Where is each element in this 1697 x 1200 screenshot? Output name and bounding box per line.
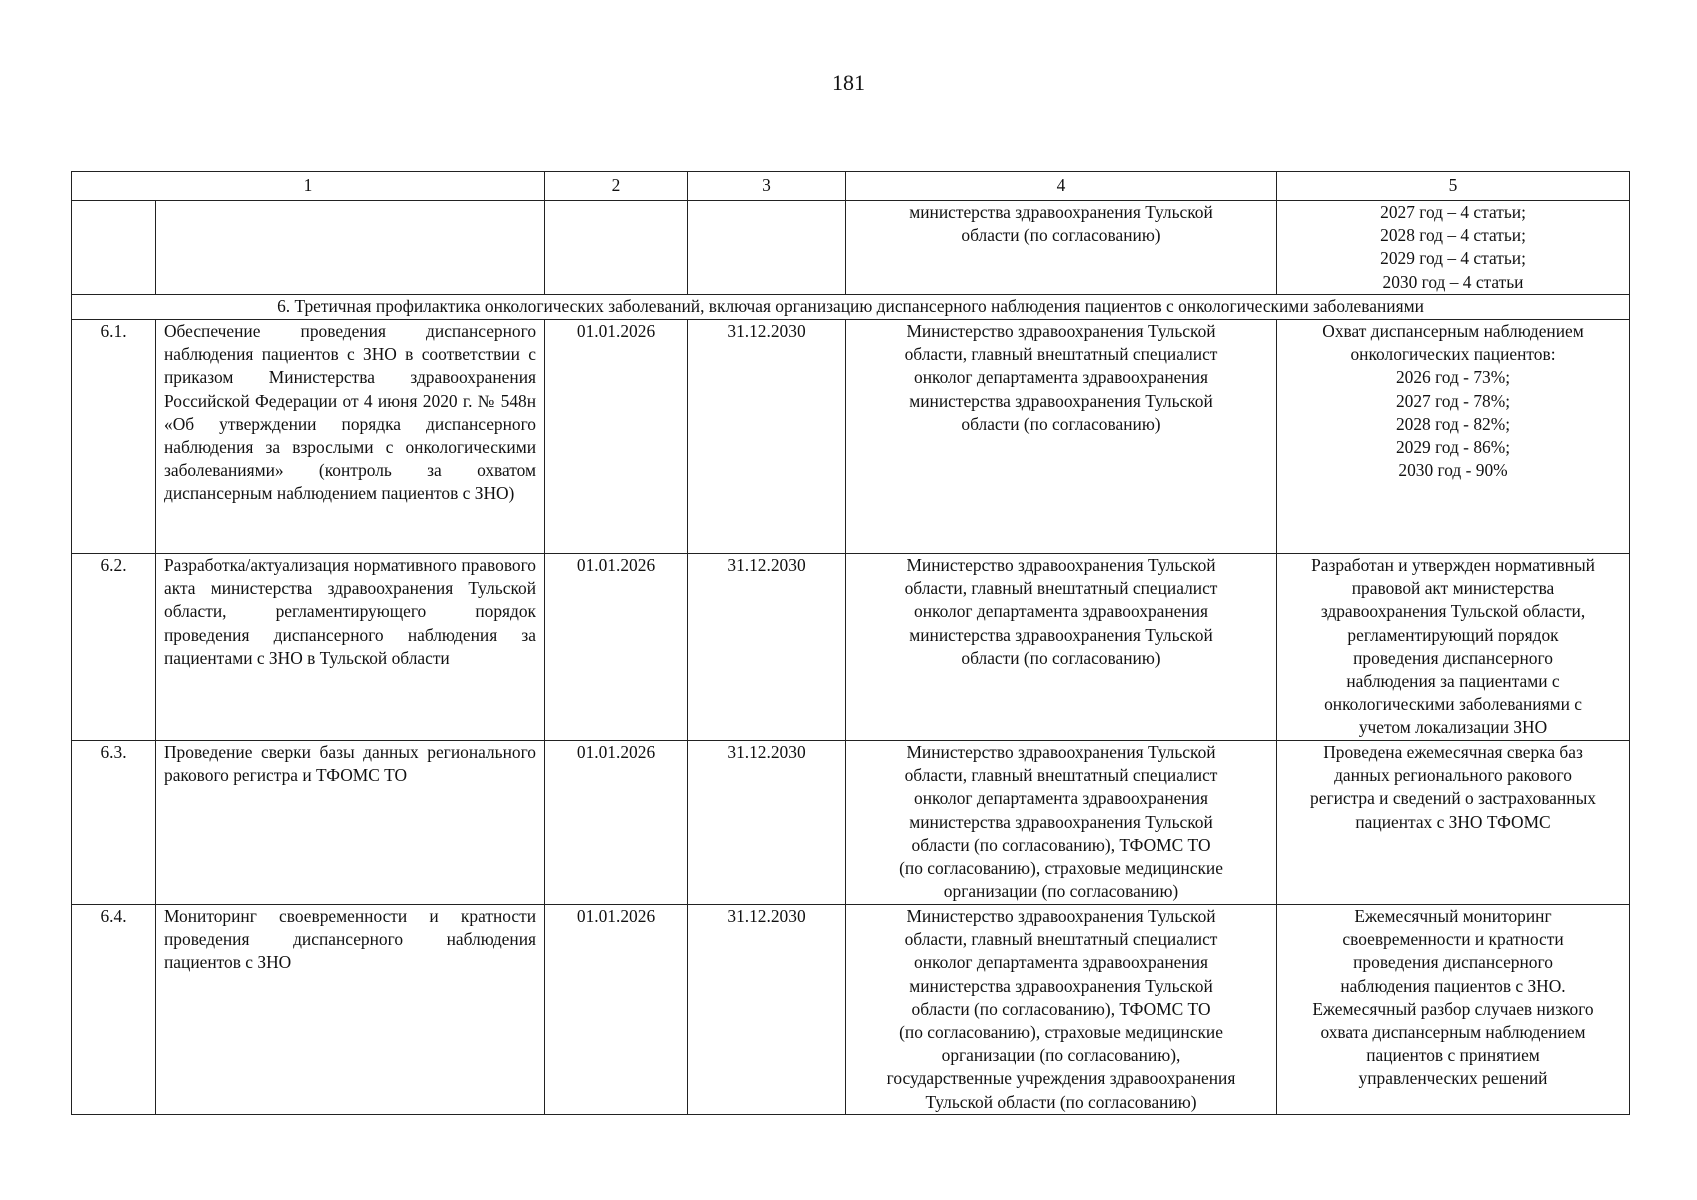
responsible-line: онколог департамента здравоохранения [914,601,1209,622]
cont-result-cell [1277,201,1630,295]
responsible-line: министерства здравоохранения Тульской [909,390,1213,411]
result-line: проведения диспансерного [1353,647,1553,668]
row-responsible [846,320,1277,554]
responsible-line: Министерство здравоохранения Тульской [906,555,1216,575]
row-result [1277,554,1630,741]
responsible-line: министерства здравоохранения Тульской [909,624,1213,645]
row-start-date: 01.01.2026 [545,554,688,741]
cont-result-line: 2027 год – 4 статьи; [1380,202,1526,222]
result-line: Проведена ежемесячная сверка баз [1323,742,1583,762]
result-line: регистра и сведений о застрахованных [1310,788,1596,809]
result-line: 2026 год - 73%; [1395,367,1511,388]
responsible-line: организации (по согласованию) [943,881,1179,902]
result-line: регламентирующий порядок [1347,624,1559,645]
responsible-line: министерства здравоохранения Тульской [909,975,1213,996]
result-line: наблюдения пациентов с ЗНО. [1340,975,1566,996]
plan-table [71,171,1630,1115]
result-line: 2030 год - 90% [1398,460,1508,481]
result-line: онкологическими заболеваниями с [1324,694,1582,715]
row-responsible [846,741,1277,905]
result-line: пациентов с принятием [1366,1045,1540,1066]
responsible-line: области, главный внештатный специалист [904,578,1218,599]
section-row [72,295,1630,320]
result-line: Ежемесячный разбор случаев низкого [1312,998,1594,1019]
result-line: учетом локализации ЗНО [1358,717,1548,738]
table-row [72,320,1630,554]
row-end-date: 31.12.2030 [688,905,846,1115]
responsible-line: области, главный внештатный специалист [904,765,1218,786]
cont-end-cell [688,201,846,295]
header-col-2: 2 [545,172,688,201]
header-row [72,172,1630,201]
responsible-line: (по согласованию), страховые медицинские [899,1022,1223,1043]
row-activity: Мониторинг своевременности и кратности проведения диспансерного наблюдения пациентов с ЗНО [156,905,545,1115]
cont-num-cell [72,201,156,295]
cont-result-line: 2029 год – 4 статьи; [1380,248,1526,269]
responsible-line: области (по согласованию), ТФОМС ТО [911,834,1211,855]
responsible-line: онколог департамента здравоохранения [914,952,1209,973]
result-line: правовой акт министерства [1351,578,1555,599]
header-col-4: 4 [846,172,1277,201]
responsible-line: организации (по согласованию), [941,1045,1181,1066]
result-line: 2028 год - 82%; [1395,413,1511,434]
row-end-date: 31.12.2030 [688,741,846,905]
row-result [1277,320,1630,554]
cont-result-line: 2028 год – 4 статьи; [1380,225,1526,246]
result-line: наблюдения за пациентами с [1346,671,1560,692]
responsible-line: онколог департамента здравоохранения [914,788,1209,809]
responsible-line: Тульской области (по согласованию) [925,1091,1197,1112]
responsible-line: области, главный внештатный специалист [904,344,1218,365]
row-activity: Обеспечение проведения диспансерного наблюдения пациентов с ЗНО в соответствии с приказом Министерства здравоохранения Российской Федерации от 4 июня 2020 г. № 548н «Об утверждении порядка диспансерного наблюдения за взрослыми с онкологическими заболеваниями» (контроль за охватом диспансерным наблюдением пациентов с ЗНО) [156,320,545,554]
table-row [72,741,1630,905]
result-line: пациентах с ЗНО ТФОМС [1355,811,1551,832]
responsible-line: Министерство здравоохранения Тульской [906,906,1216,926]
cont-activity-cell [156,201,545,295]
row-activity: Разработка/актуализация нормативного правового акта министерства здравоохранения Тульской области, регламентирующего порядок проведения диспансерного наблюдения за пациентами с ЗНО в Тульской области [156,554,545,741]
responsible-line: министерства здравоохранения Тульской [909,811,1213,832]
cont-responsible-line: области (по согласованию) [961,225,1161,246]
row-end-date: 31.12.2030 [688,554,846,741]
continuation-row [72,201,1630,295]
row-responsible [846,554,1277,741]
responsible-line: области (по согласованию) [961,647,1161,668]
result-line: охвата диспансерным наблюдением [1320,1022,1586,1043]
result-line: своевременности и кратности [1342,929,1564,950]
result-line: Охват диспансерным наблюдением [1322,321,1584,341]
responsible-line: области (по согласованию), ТФОМС ТО [911,998,1211,1019]
table-row [72,905,1630,1115]
result-line: данных регионального ракового [1334,765,1572,786]
table-row [72,554,1630,741]
page-number: 181 [832,70,865,95]
row-start-date: 01.01.2026 [545,320,688,554]
responsible-line: онколог департамента здравоохранения [914,367,1209,388]
result-line: управленческих решений [1358,1068,1548,1089]
row-result [1277,905,1630,1115]
responsible-line: области (по согласованию) [961,413,1161,434]
responsible-line: (по согласованию), страховые медицинские [899,858,1223,879]
row-end-date: 31.12.2030 [688,320,846,554]
result-line: здравоохранения Тульской области, [1320,601,1586,622]
responsible-line: Министерство здравоохранения Тульской [906,742,1216,762]
result-line: Разработан и утвержден нормативный [1311,555,1595,575]
row-responsible [846,905,1277,1115]
row-num: 6.1. [72,320,156,554]
cont-result-line: 2030 год – 4 статьи [1382,271,1524,292]
section-title: 6. Третичная профилактика онкологических заболеваний, включая организацию диспансерного наблюдения пациентов с онкологическими заболеваниями [72,295,1630,320]
row-num: 6.4. [72,905,156,1115]
row-start-date: 01.01.2026 [545,741,688,905]
row-result [1277,741,1630,905]
header-col-3: 3 [688,172,846,201]
result-line: Ежемесячный мониторинг [1354,906,1552,926]
row-num: 6.3. [72,741,156,905]
header-col-1: 1 [72,172,545,201]
cont-responsible-line: министерства здравоохранения Тульской [909,202,1213,222]
result-line: онкологических пациентов: [1350,344,1556,365]
responsible-line: государственные учреждения здравоохранения [886,1068,1236,1089]
result-line: 2029 год - 86%; [1395,437,1511,458]
result-line: проведения диспансерного [1353,952,1553,973]
header-col-5: 5 [1277,172,1630,201]
cont-start-cell [545,201,688,295]
responsible-line: Министерство здравоохранения Тульской [906,321,1216,341]
row-start-date: 01.01.2026 [545,905,688,1115]
row-num: 6.2. [72,554,156,741]
responsible-line: области, главный внештатный специалист [904,929,1218,950]
result-line: 2027 год - 78%; [1395,390,1511,411]
cont-responsible-cell [846,201,1277,295]
row-activity: Проведение сверки базы данных регионального ракового регистра и ТФОМС ТО [156,741,545,905]
